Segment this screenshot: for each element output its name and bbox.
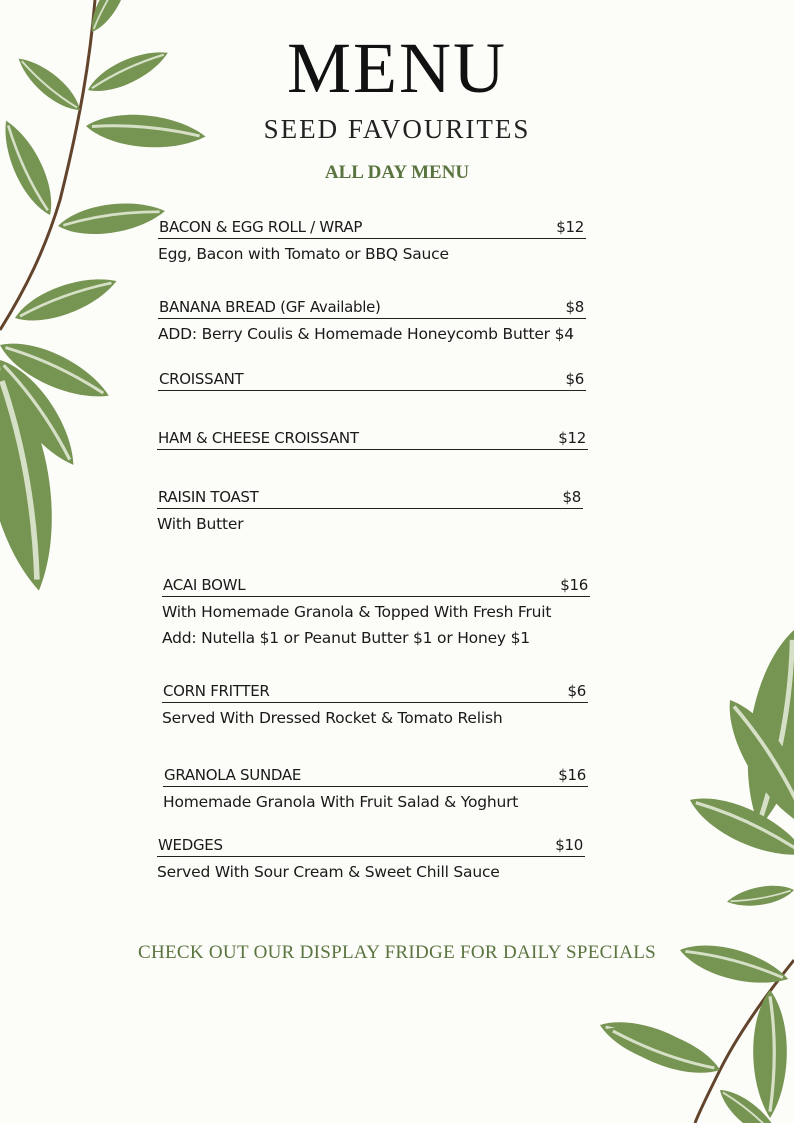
- menu-item: [162, 574, 590, 651]
- menu-item-name: ACAI BOWL: [163, 576, 246, 594]
- menu-item-description: With Butter: [157, 515, 244, 533]
- menu-item-description: Add: Nutella $1 or Peanut Butter $1 or Honey $1: [162, 629, 530, 647]
- page-subtitle: SEED FAVOURITES: [263, 114, 531, 144]
- menu-item-description: With Homemade Granola & Topped With Fresh Fruit: [162, 603, 552, 621]
- menu-item: [157, 427, 588, 450]
- menu-item: [158, 368, 586, 391]
- menu-item-name: BACON & EGG ROLL / WRAP: [159, 218, 363, 236]
- menu-item-price: $8: [562, 488, 581, 506]
- menu-item-name: RAISIN TOAST: [158, 488, 259, 506]
- footer-note: CHECK OUT OUR DISPLAY FRIDGE FOR DAILY SPECIALS: [137, 942, 657, 963]
- menu-item-name: BANANA BREAD (GF Available): [159, 298, 381, 316]
- menu-item-price: $12: [558, 429, 586, 447]
- menu-item-name: HAM & CHEESE CROISSANT: [158, 429, 359, 447]
- menu-item-description: Served With Sour Cream & Sweet Chill Sauce: [157, 863, 500, 881]
- menu-item-price: $12: [556, 218, 584, 236]
- menu-item-description: Homemade Granola With Fruit Salad & Yoghurt: [163, 793, 519, 811]
- menu-item: [157, 486, 583, 537]
- menu-item-description: ADD: Berry Coulis & Homemade Honeycomb Butter $4: [158, 325, 574, 343]
- menu-item: [157, 834, 585, 885]
- menu-item: [162, 680, 588, 731]
- leaf-branch-bottom-right: [595, 625, 794, 1123]
- menu-item-price: $6: [567, 682, 586, 700]
- menu-item-name: GRANOLA SUNDAE: [164, 766, 302, 784]
- menu-item-name: CORN FRITTER: [163, 682, 270, 700]
- menu-item: [158, 216, 586, 267]
- page-title: MENU: [287, 28, 507, 108]
- menu-item-name: CROISSANT: [159, 370, 244, 388]
- menu-item-name: WEDGES: [158, 836, 223, 854]
- menu-item-price: $8: [565, 298, 584, 316]
- menu-item-price: $16: [560, 576, 588, 594]
- menu-item-price: $10: [555, 836, 583, 854]
- menu-item-description: Served With Dressed Rocket & Tomato Relish: [162, 709, 503, 727]
- menu-item-price: $16: [558, 766, 586, 784]
- section-heading: ALL DAY MENU: [324, 162, 470, 183]
- menu-item-price: $6: [565, 370, 584, 388]
- menu-item-description: Egg, Bacon with Tomato or BBQ Sauce: [158, 245, 449, 263]
- menu-item: [163, 764, 588, 815]
- menu-item: [158, 296, 586, 347]
